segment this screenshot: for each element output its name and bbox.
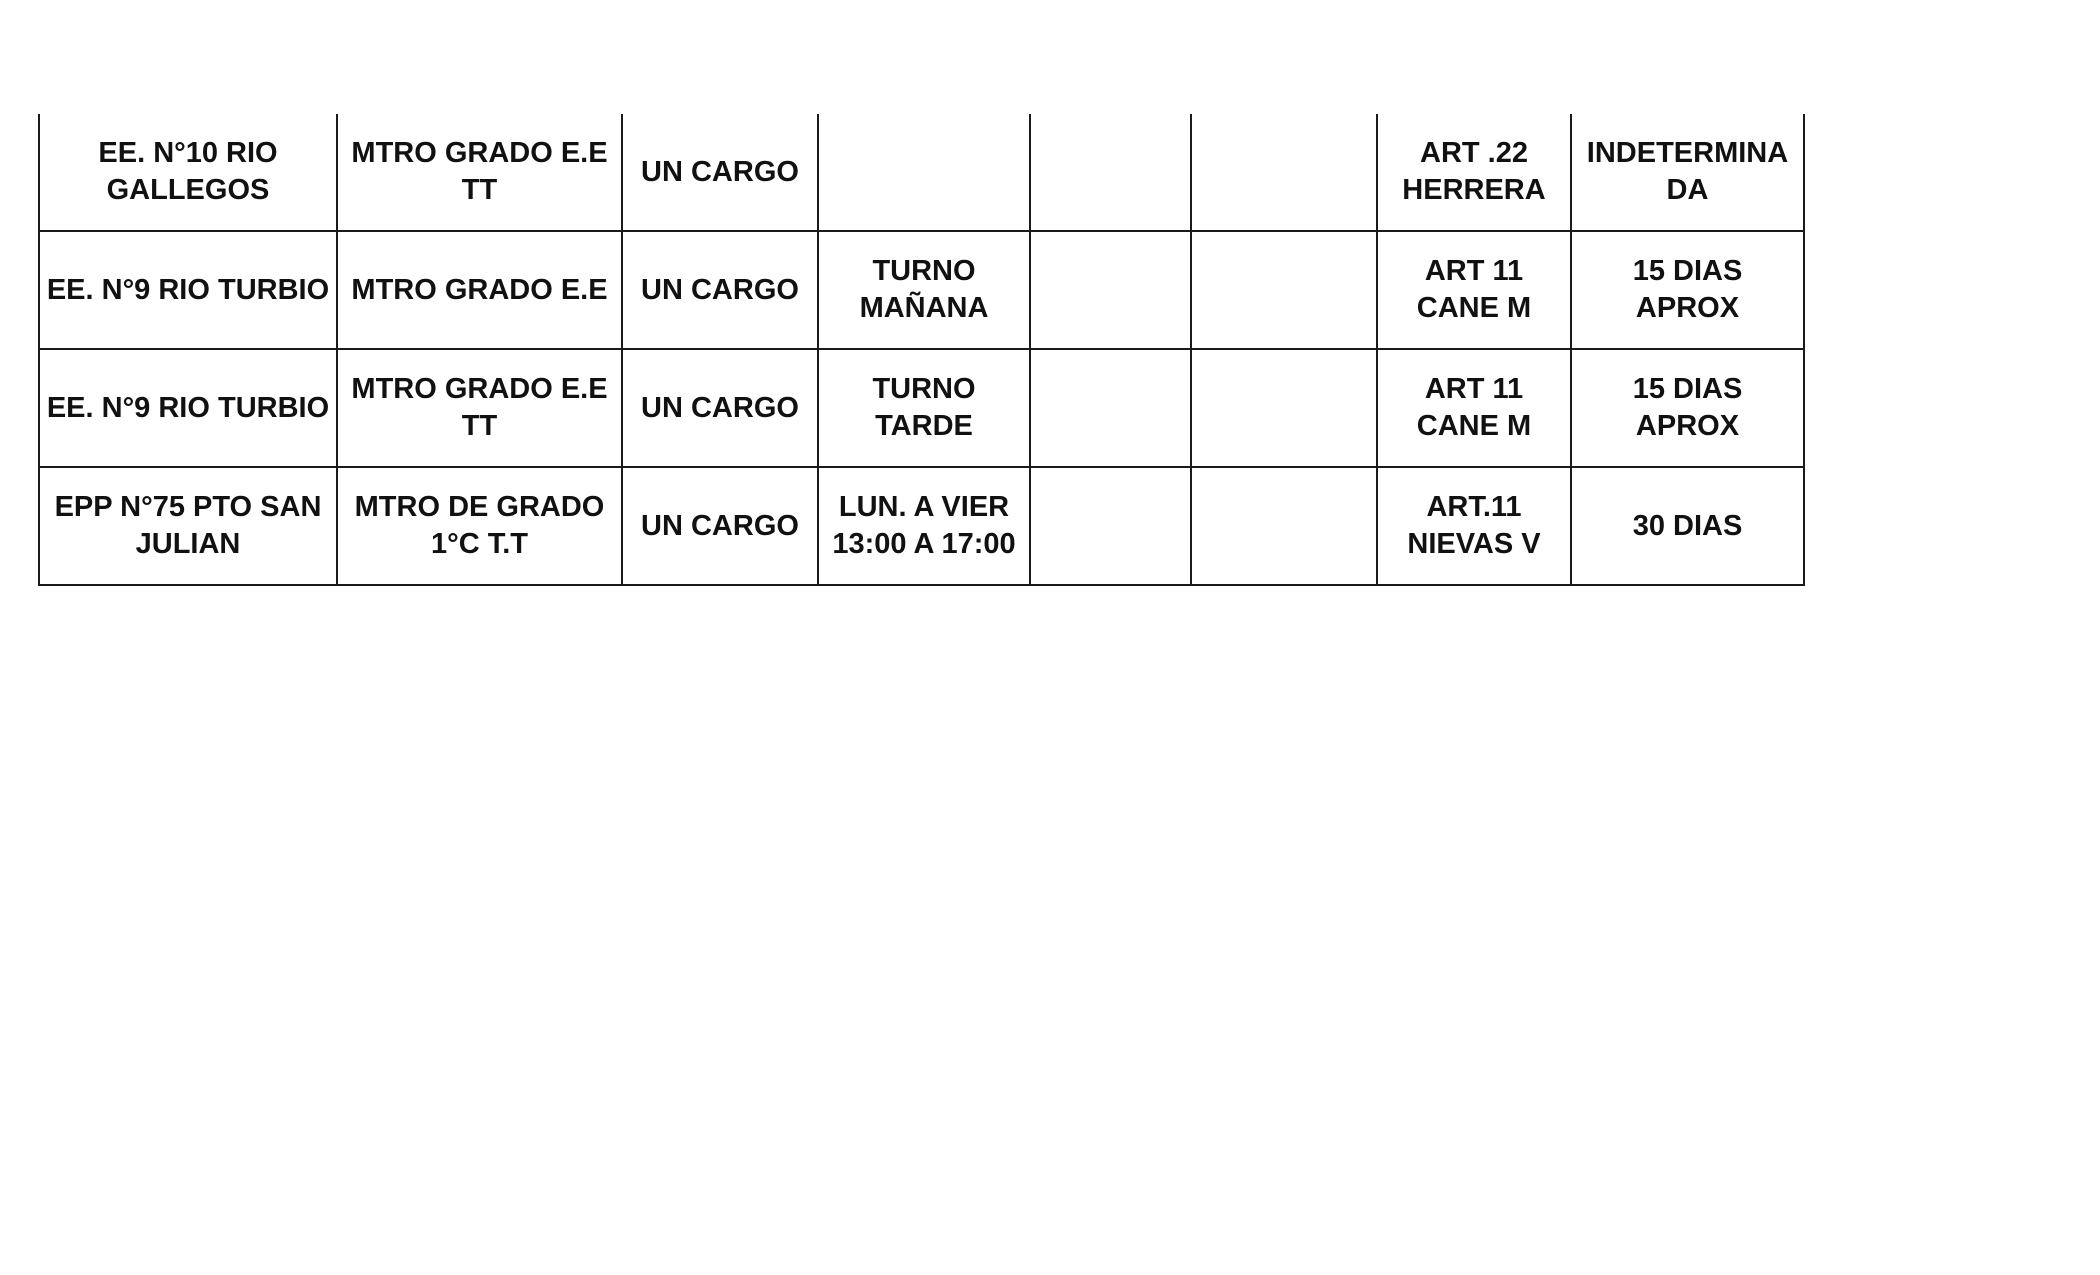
position-cell: MTRO GRADO E.E TT <box>337 349 622 467</box>
empty-cell <box>1191 231 1377 349</box>
duration-cell: 30 DIAS <box>1571 467 1804 585</box>
empty-cell <box>1030 349 1191 467</box>
table-row <box>39 231 1804 349</box>
article-cell: ART 11 CANE M <box>1377 349 1571 467</box>
position-cell: MTRO GRADO E.E TT <box>337 114 622 231</box>
empty-cell <box>1191 114 1377 231</box>
duration-cell: 15 DIAS APROX <box>1571 231 1804 349</box>
article-cell: ART .22 HERRERA <box>1377 114 1571 231</box>
shift-cell: LUN. A VIER 13:00 A 17:00 <box>818 467 1030 585</box>
school-cell: EE. N°9 RIO TURBIO <box>39 231 337 349</box>
article-cell: ART.11 NIEVAS V <box>1377 467 1571 585</box>
table-row <box>39 467 1804 585</box>
quantity-cell: UN CARGO <box>622 114 818 231</box>
school-cell: EE. N°10 RIO GALLEGOS <box>39 114 337 231</box>
empty-cell <box>1191 349 1377 467</box>
position-cell: MTRO DE GRADO 1°C T.T <box>337 467 622 585</box>
school-cell: EPP N°75 PTO SAN JULIAN <box>39 467 337 585</box>
quantity-cell: UN CARGO <box>622 231 818 349</box>
shift-cell: TURNO TARDE <box>818 349 1030 467</box>
shift-cell: TURNO MAÑANA <box>818 231 1030 349</box>
empty-cell <box>1191 467 1377 585</box>
empty-cell <box>1030 467 1191 585</box>
school-cell: EE. N°9 RIO TURBIO <box>39 349 337 467</box>
position-cell: MTRO GRADO E.E <box>337 231 622 349</box>
empty-cell <box>1030 114 1191 231</box>
quantity-cell: UN CARGO <box>622 349 818 467</box>
table-row <box>39 349 1804 467</box>
spreadsheet-page <box>38 114 1805 586</box>
article-cell: ART 11 CANE M <box>1377 231 1571 349</box>
vacancy-table <box>38 114 1805 586</box>
shift-cell <box>818 114 1030 231</box>
quantity-cell: UN CARGO <box>622 467 818 585</box>
table-row <box>39 114 1804 231</box>
empty-cell <box>1030 231 1191 349</box>
duration-cell: 15 DIAS APROX <box>1571 349 1804 467</box>
duration-cell: INDETERMINA DA <box>1571 114 1804 231</box>
